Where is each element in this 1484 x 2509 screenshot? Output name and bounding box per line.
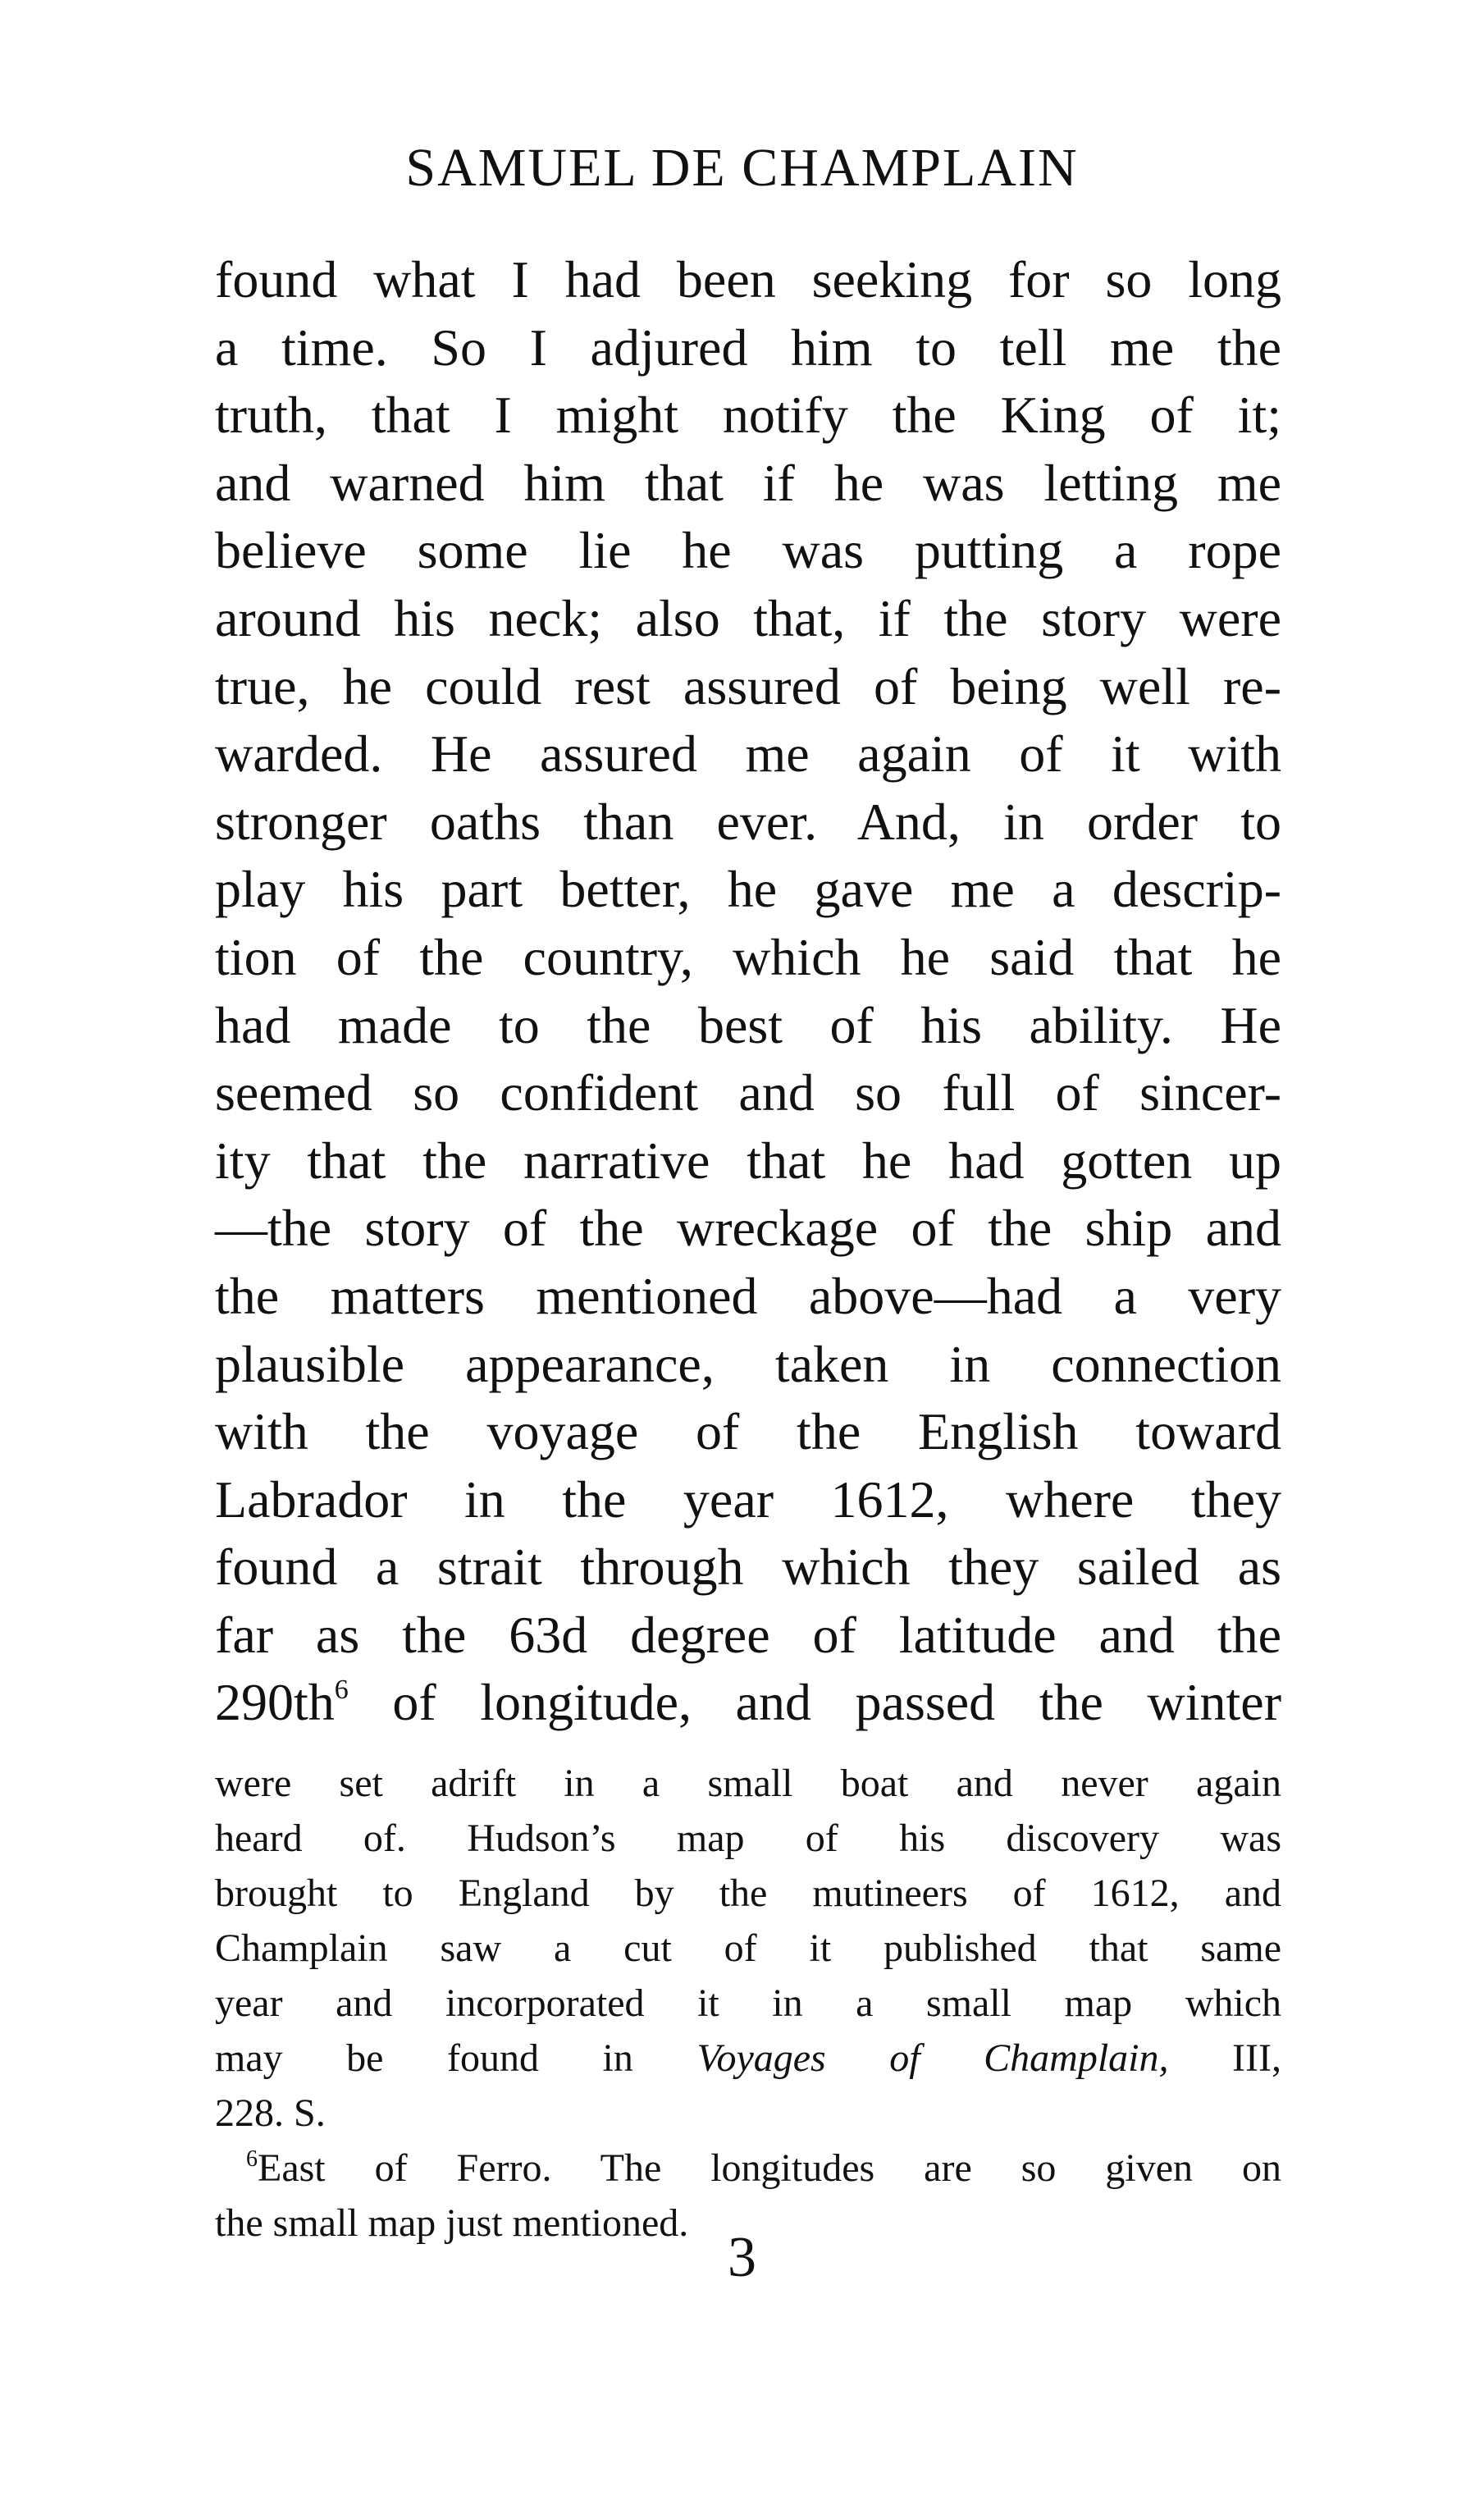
- text-line: play his part better, he gave me a descrip-: [215, 860, 1281, 919]
- text-line: stronger oaths than ever. And, in order to: [215, 792, 1281, 851]
- text-line: the matters mentioned above—had a very: [215, 1266, 1281, 1325]
- text-line: far as the 63d degree of latitude and the: [215, 1605, 1281, 1664]
- footnote-reference-line: [215, 2031, 1281, 2086]
- text-line: ity that the narrative that he had gotten up: [215, 1131, 1281, 1190]
- text-line: and warned him that if he was letting me: [215, 453, 1281, 512]
- text-line: plausible appearance, taken in connection: [215, 1334, 1281, 1393]
- text-line: had made to the best of his ability. He: [215, 995, 1281, 1054]
- text-line: around his neck; also that, if the story were: [215, 588, 1281, 647]
- footnote-6-line: [215, 2141, 1281, 2196]
- text-line: seemed so confident and so full of sincer-: [215, 1063, 1281, 1122]
- footnote-line-end: 228. S.: [215, 2091, 326, 2135]
- text-fragment: 290th: [215, 1673, 335, 1732]
- footnote-6-text: East of Ferro. The longitudes are so given on: [258, 2146, 1281, 2190]
- text-line: warded. He assured me again of it with: [215, 724, 1281, 784]
- footnote-line: heard of. Hudson’s map of his discovery was: [215, 1817, 1281, 1860]
- footnote-marker-6: 6: [246, 2146, 258, 2172]
- text-line: believe some lie he was putting a rope: [215, 521, 1281, 580]
- footnote-line: Champlain saw a cut of it published that same: [215, 1926, 1281, 1970]
- footnote-line: brought to England by the mutineers of 1612, and: [215, 1871, 1281, 1915]
- text-line: found what I had been seeking for so long: [215, 250, 1281, 308]
- text-line: a time. So I adjured him to tell me the: [215, 318, 1281, 377]
- text-line: —the story of the wreckage of the ship and: [215, 1199, 1281, 1258]
- book-title: Voyages of Champlain,: [696, 2036, 1169, 2080]
- text-line: true, he could rest assured of being well re-: [215, 656, 1281, 715]
- footnote-ref-6: 6: [334, 1675, 349, 1706]
- text-fragment: III,: [1168, 2036, 1281, 2080]
- text-line: found a strait through which they sailed as: [215, 1538, 1281, 1597]
- text-fragment: of longitude, and passed the winter: [348, 1673, 1281, 1732]
- footnote-line: were set adrift in a small boat and never again: [215, 1762, 1281, 1805]
- text-fragment: may be found in: [215, 2036, 697, 2080]
- text-line: with the voyage of the English toward: [215, 1402, 1281, 1461]
- text-line-last: [215, 1669, 1281, 1737]
- running-title: SAMUEL DE CHAMPLAIN: [405, 138, 1079, 198]
- footnotes-block: [215, 1756, 1281, 2251]
- text-line: tion of the country, which he said that he: [215, 927, 1281, 986]
- footnote-line: year and incorporated it in a small map which: [215, 1981, 1281, 2025]
- main-text-block: [215, 246, 1281, 1737]
- footnote-6-line-end: the small map just mentioned.: [215, 2201, 689, 2245]
- text-line: Labrador in the year 1612, where they: [215, 1469, 1281, 1529]
- text-line: truth, that I might notify the King of it;: [215, 386, 1281, 445]
- page-number: 3: [728, 2226, 756, 2289]
